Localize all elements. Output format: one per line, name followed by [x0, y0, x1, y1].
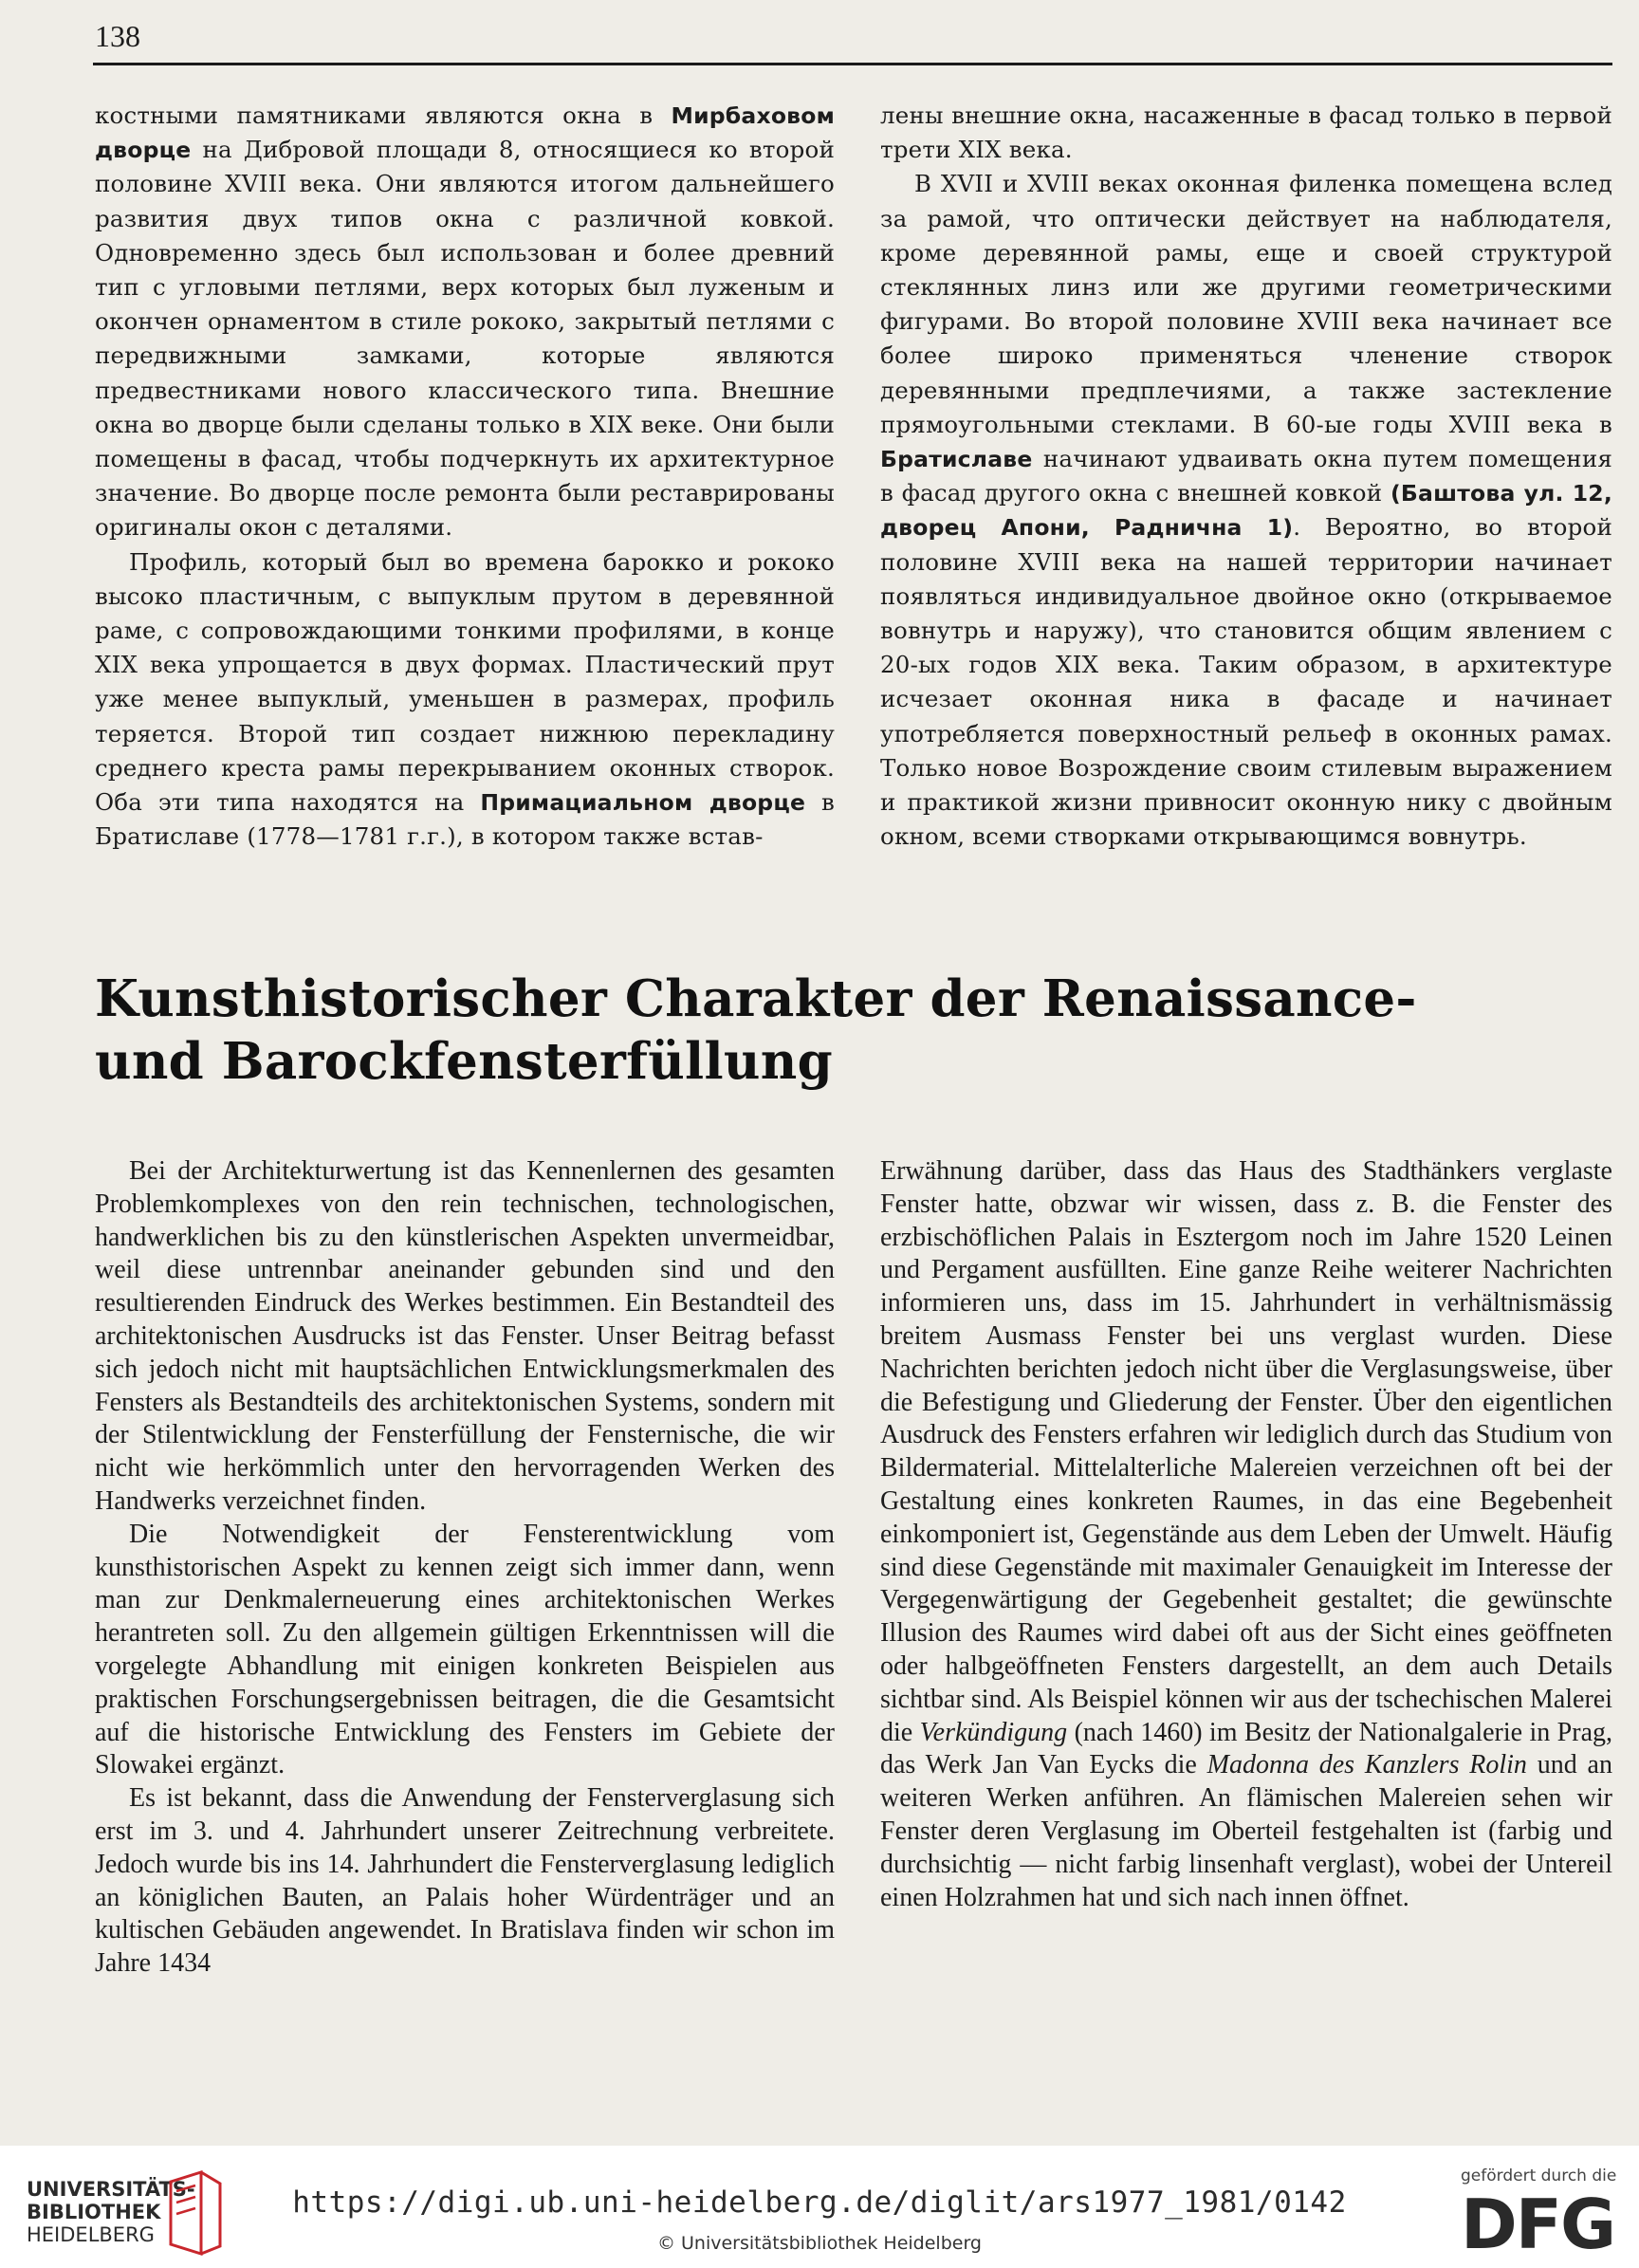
russian-column-left: [95, 99, 835, 854]
logo-line: BIBLIOTHEK: [27, 2201, 161, 2223]
heading-line: Kunsthistorischer Charakter der Renaissance-: [95, 969, 1417, 1028]
paragraph: Die Notwendigkeit der Fensterentwicklung vom kunsthistorischen Aspekt zu kennen zeigt sich immer dann, wenn man zur Denkmalerneuerung eines architektonischen Werkes herantreten soll. Zu den allgemein gültigen Erkenntnissen will die vorgelegte Abhandlung mit einigen konkreten Beispielen aus praktischen Forschungsergebnissen beitragen, die die Gesamtsicht auf die historische Entwicklung des Fensters im Gebiete der Slowakei ergänzt.: [95, 1519, 835, 1780]
page-number: 138: [95, 19, 140, 53]
paragraph: В XVII и XVIII веках оконная филенка помещена вслед за рамой, что оптически действует на наблюдателя, кроме деревянной рамы, еще и своей структурой стеклянных линз или же другими геометрическими фигурами. Во второй половине XVIII века начинает все более широко применяться членение створок деревянными предплечиями, а также застекление прямоугольными стеклами. В 60-ые годы XVIII века в Братиславе начинают удваивать окна путем помещения в фасад другого окна с внешней ковкой (Баштова ул. 12, дворец Апони, Раднична 1). Вероятно, во второй половине XVIII века на нашей территории начинает появляться индивидуальное двойное окно (открываемое вовнутрь и наружу), что становится общим явлением с 20-ых годов XIX века. Таким образом, в архитектуре исчезает оконная ника в фасаде и начинает употребляется поверхностный рельеф в оконных рамах. Только новое Возрождение своим стилевым выражением и практикой жизни привносит оконную нику с двойным окном, всеми створками открывающимся вовнутрь.: [880, 170, 1612, 851]
heading-line: und Barockfensterfüllung: [95, 1032, 833, 1091]
logo-line: UNIVERSITÄTS-: [27, 2178, 195, 2201]
paragraph: Профиль, который был во времена барокко и рококо высоко пластичным, с выпуклым прутом в деревянной раме, с сопровождающими тонкими профилями, в конце XIX века упрощается в двух формах. Пластический прут уже менее выпуклый, уменьшен в размерах, профиль теряется. Второй тип создает нижнюю перекладину среднего креста рамы перекрыванием оконных створок. Оба эти типа находятся на Примациальном дворце в Братиславе (1778—1781 г.г.), в котором также встав-: [95, 547, 836, 851]
paragraph: костными памятниками являются окна в Мирбаховом дворце на Дибровой площади 8, относящиеся ко второй половине XVIII века. Они являются итогом дальнейшего развития двух типов окна с различной ковкой. Одновременно здесь был использован и более древний тип с угловыми петлями, верх которых был луженым и окончен орнаментом в стиле рококо, закрытый петлями с передвижными замками, которые являются предвестниками нового классического типа. Внешние окна во дворце были сделаны только в XIX веке. Они были помещены в фасад, чтобы подчеркнуть их архитектурное значение. Во дворце после ремонта были реставрированы оригиналы окон с деталями.: [95, 101, 835, 542]
dfg-logo-icon: [1457, 2187, 1618, 2256]
footer-copyright: © Universitätsbibliothek Heidelberg: [656, 2233, 982, 2254]
russian-column-right: [880, 99, 1612, 854]
paragraph: Bei der Architekturwertung ist das Kennenlernen des gesamten Problemkomplexes von den rein technischen, technologischen, handwerklichen bis zu den künstlerischen Aspekten unvermeidbar, weil diese untrennbar aneinander gebunden sind und den resultierenden Eindruck des Werkes bestimmen. Ein Bestandteil des architektonischen Ausdrucks ist das Fenster. Unser Beitrag befasst sich jedoch nicht mit hauptsächlichen Entwicklungsmerkmalen des Fensters als Bestandteils des architektonischen Systems, sondern mit der Stilentwicklung der Fensterfüllung der Fensternische, die wir nicht wie herkömmlich unter den hervorragenden Werken des Handwerks verzeichnet finden.: [95, 1156, 835, 1516]
footer-bar: [0, 2146, 1639, 2268]
svg-text:DFG: DFG: [1461, 2187, 1615, 2256]
dfg-caption: gefördert durch die: [1461, 2167, 1617, 2185]
paragraph: Es ist bekannt, dass die Anwendung der Fensterverglasung sich erst im 3. und 4. Jahrhundert unserer Zeitrechnung verbreitete. Jedoch wurde bis ins 14. Jahrhundert die Fensterverglasung lediglich an königlichen Bauten, an Palais hoher Würdenträger und an kultischen Gebäuden angewendet. In Bratislava finden wir schon im Jahre 1434: [95, 1783, 835, 1979]
german-column-right: [880, 1155, 1612, 1914]
top-rule: [93, 63, 1612, 65]
logo-line: HEIDELBERG: [27, 2223, 155, 2246]
paragraph: Erwähnung darüber, dass das Haus des Stadthänkers verglaste Fenster hatte, obzwar wir wissen, dass z. B. die Fenster des erzbischöflichen Palais in Esztergom noch im Jahre 1520 Leinen und Pergament ausfüllten. Eine ganze Reihe weiterer Nachrichten informieren uns, dass im 15. Jahrhundert in verhältnismässig breitem Ausmass Fenster bei uns verglast wurden. Diese Nachrichten berichten jedoch nicht über die Verglasungsweise, über die Befestigung und Gliederung der Fenster. Über den eigentlichen Ausdruck des Fensters erfahren wir lediglich durch das Studium von Bildermaterial. Mittelalterliche Malereien verzeichnen oft bei der Gestaltung eines konkreten Raumes, in das eine Begebenheit einkomponiert ist, Gegenstände aus dem Leben der Umwelt. Häufig sind diese Gegenstände mit maximaler Genauigkeit im Interesse der Vergegenwärtigung der Gegebenheit gestaltet; die gewünschte Illusion des Raumes wird dabei oft aus der Sicht eines geöffneten oder halbgeöffneten Fensters dargestellt, an dem auch Details sichtbar sind. Als Beispiel können wir aus der tschechischen Malerei die Verkündigung (nach 1460) im Besitz der Nationalgalerie in Prag, das Werk Jan Van Eycks die Madonna des Kanzlers Rolin und an weiteren Werken anführen. An flämischen Malereien sehen wir Fenster deren Verglasung im Oberteil festgehalten ist (farbig und durchsichtig — nicht farbig linsenhaft verglast), wobei der Untereil einen Holzrahmen hat und sich nach innen öffnet.: [880, 1156, 1613, 1912]
paragraph: лены внешние окна, насаженные в фасад только в первой трети XIX века.: [880, 101, 1612, 164]
german-column-left: [95, 1155, 835, 1981]
section-heading: [95, 968, 1612, 1093]
footer-url-link[interactable]: https://digi.ub.uni-heidelberg.de/diglit/ars1977_1981/0142: [292, 2185, 1347, 2220]
